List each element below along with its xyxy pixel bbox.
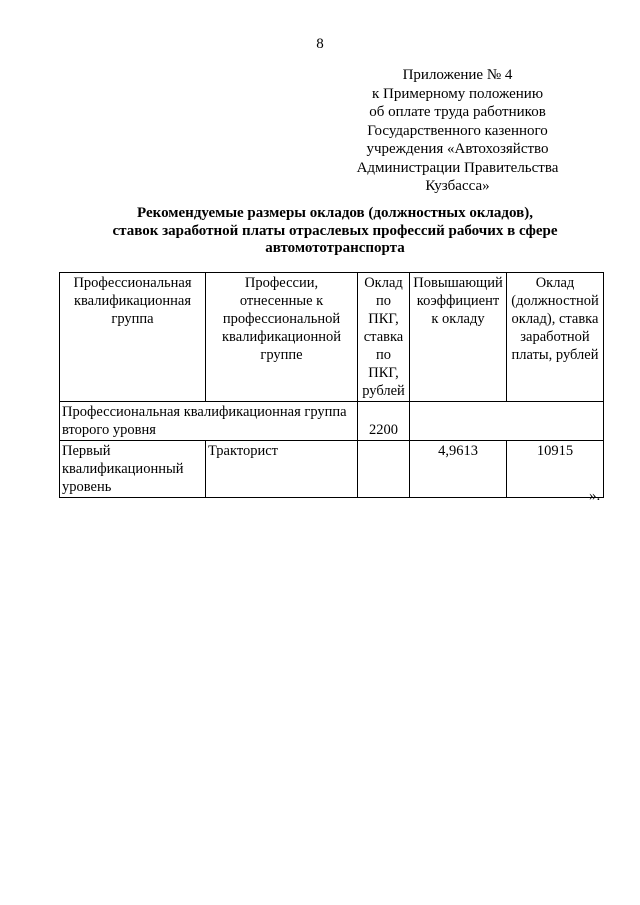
title-line: автомототранспорта — [265, 240, 405, 256]
header-cell-coefficient: Повышающий коэффициент к окладу — [410, 273, 507, 402]
appendix-line: к Примерному положению — [371, 85, 544, 102]
header-cell-base-salary: Оклад по ПКГ, ставка по ПКГ, рублей — [358, 273, 410, 402]
title-line: Рекомендуемые размеры окладов (должностных окладов), — [137, 205, 533, 221]
profession-cell: Тракторист — [206, 441, 358, 498]
closing-quote-mark: ». — [589, 488, 601, 504]
appendix-line: Администрации Правительства — [356, 159, 559, 176]
appendix-line: Приложение № 4 — [402, 67, 513, 83]
level-cell: Первый квалификационный уровень — [60, 441, 206, 498]
appendix-note — [345, 66, 570, 196]
header-cell-professions: Профессии, отнесенные к профессиональной квалификационной группе — [206, 273, 358, 402]
header-cell-salary: Оклад (должностной оклад), ставка заработной платы, рублей — [507, 273, 604, 402]
salary-cell: 10915 — [507, 441, 604, 498]
coefficient-cell: 4,9613 — [410, 441, 507, 498]
document-title — [80, 205, 590, 258]
appendix-line: Кузбасса» — [425, 178, 490, 194]
title-line: ставок заработной платы отраслевых профессий рабочих в сфере — [112, 222, 558, 239]
appendix-line: Государственного казенного — [367, 122, 548, 139]
base-salary-cell — [358, 441, 410, 498]
group-label-cell: Профессиональная квалификационная группа второго уровня — [60, 402, 358, 441]
header-cell-group: Профессиональная квалификационная группа — [60, 273, 206, 402]
group-base-salary-cell: 2200 — [358, 402, 410, 441]
appendix-line: учреждения «Автохозяйство — [366, 141, 549, 157]
salary-table — [59, 272, 604, 498]
table-header-row — [60, 273, 604, 402]
page-number: 8 — [316, 36, 324, 52]
appendix-line: об оплате труда работников — [369, 104, 546, 120]
table-group-row — [60, 402, 604, 441]
group-empty-cell — [410, 402, 604, 441]
table-row — [60, 441, 604, 498]
